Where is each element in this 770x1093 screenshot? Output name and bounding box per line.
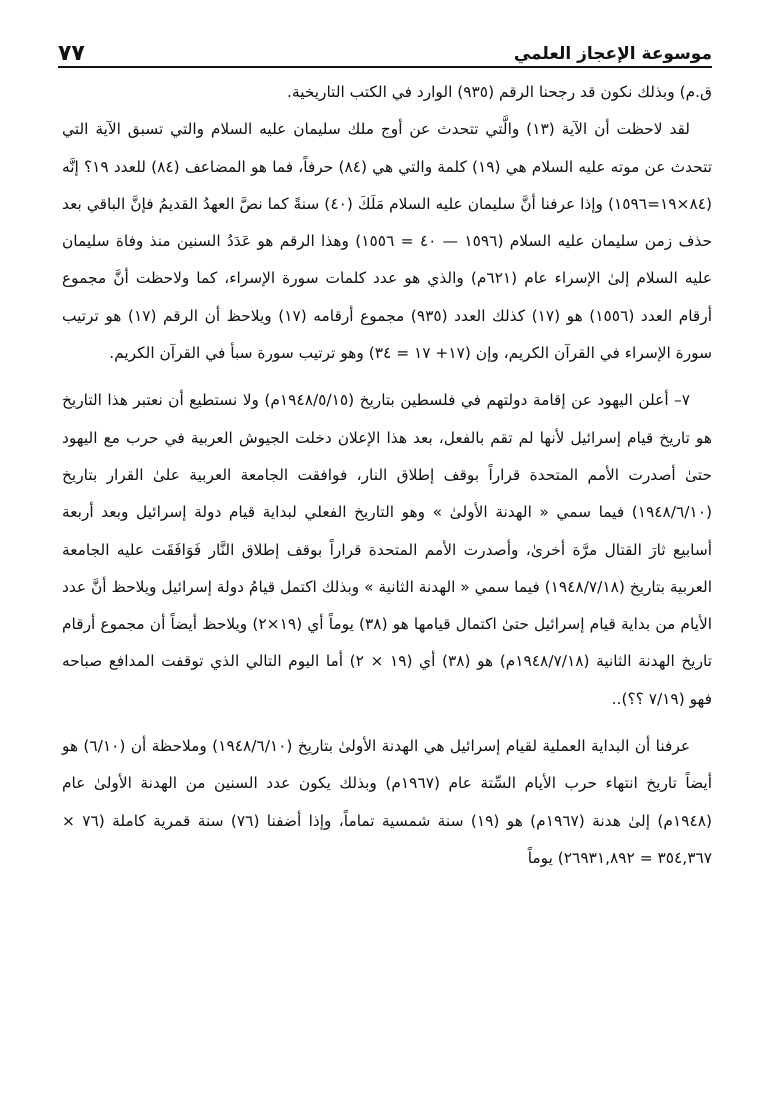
paragraph-sulaiman-verse: لقد لاحظت أن الآية (١٣) والَّتي تتحدث عن أوج ملك سليمان عليه السلام والتي تسبق الآية التي تتحدث عن موته عليه السلام هي (١٩) كلمة والتي هي (٨٤) حرفاً، فما هو المضاعف (٨٤) للعدد ١٩؟ إنَّه (٨٤×١٩=١٥٩٦) وإذا عرفنا أنَّ سليمان عليه السلام مَلَكَ (٤٠) سنةً كما نصَّ العهدُ القديمُ فإنَّ الباقي بعد حذف زمن سليمان عليه السلام (١٥٩٦ — ٤٠ = ١٥٥٦) وهذا الرقم هو عَدَدُ السنين منذ وفاة سليمان عليه السلام إلىٰ الإسراء عام (٦٢١م) والذي هو عدد كلمات سورة الإسراء، كما ولاحظت أنَّ مجموع أرقام العدد (١٥٥٦) هو (١٧) كذلك العدد (٩٣٥) مجموع أرقامه (١٧) ويلاحظ أن الرقم (١٧) هو ترتيب سورة الإسراء في القرآن الكريم، وإن (١٧+ ١٧ = ٣٤) وهو ترتيب سورة سبأ في القرآن الكريم. <box>62 120 713 363</box>
paragraph-practical-beginning: عرفنا أن البداية العملية لقيام إسرائيل هي الهدنة الأولىٰ بتاريخ (١٩٤٨/٦/١٠) وملاحظة أن (٦/١٠) هو أيضاً تاريخ انتهاء حرب الأيام السِّتة عام (١٩٦٧م) وبذلك يكون عدد السنين من الهدنة الأولىٰ عام (١٩٤٨م) إلىٰ هدنة (١٩٦٧م) هو (١٩) سنة شمسية تماماً، وإذا أضفنا (٧٦) سنة قمرية كاملة (٧٦ × ٣٥٤,٣٦٧ = ٢٦٩٣١,٨٩٢) يوماً <box>62 737 712 867</box>
page-header <box>58 34 712 66</box>
paragraph-point-7: ٧– أعلن اليهود عن إقامة دولتهم في فلسطين بتاريخ (١٩٤٨/٥/١٥م) ولا نستطيع أن نعتبر هذا التاريخ هو تاريخ قيام إسرائيل لأنها لم تقم بالفعل، بعد هذا الإعلان دخلت الجيوش العربية في حرب مع اليهود حتىٰ أصدرت الأمم المتحدة قراراً بوقف إطلاق النار، فوافقت الجامعة العربية علىٰ القرار بتاريخ (١٩٤٨/٦/١٠) فيما سمي « الهدنة الأولىٰ » وهو التاريخ الفعلي لبداية قيام دولة إسرائيل وبعد أربعة أسابيع ثارَ القتال مرَّة أخرىٰ، وأصدرت الأمم المتحدة قراراً بوقف إطلاق النَّار فَوَافَقَت عليه الجامعة العربية بتاريخ (١٩٤٨/٧/١٨) فيما سمي « الهدنة الثانية » وبذلك اكتمل قيامُ دولة إسرائيل ويلاحظ أنَّ عدد الأيام من بداية قيام إسرائيل حتىٰ اكتمال قيامها هو (٣٨) يوماً أي (١٩×٢) ويلاحظ أيضاً أن مجموع أرقام تاريخ الهدنة الثانية (١٩٤٨/٧/١٨م) هو (٣٨) أي (١٩ × ٢) أما اليوم التالي الذي توقفت المدافع صباحه فهو (٧/١٩ ؟؟).. <box>61 391 712 708</box>
page-number: ٧٧ <box>58 41 85 66</box>
page-body <box>62 74 712 877</box>
running-title: موسوعة الإعجاز العلمي <box>513 44 712 64</box>
header-divider <box>58 66 712 68</box>
paragraph-continuation: ق.م) وبذلك نكون قد رجحنا الرقم (٩٣٥) الوارد في الكتب التاريخية. <box>287 83 712 101</box>
